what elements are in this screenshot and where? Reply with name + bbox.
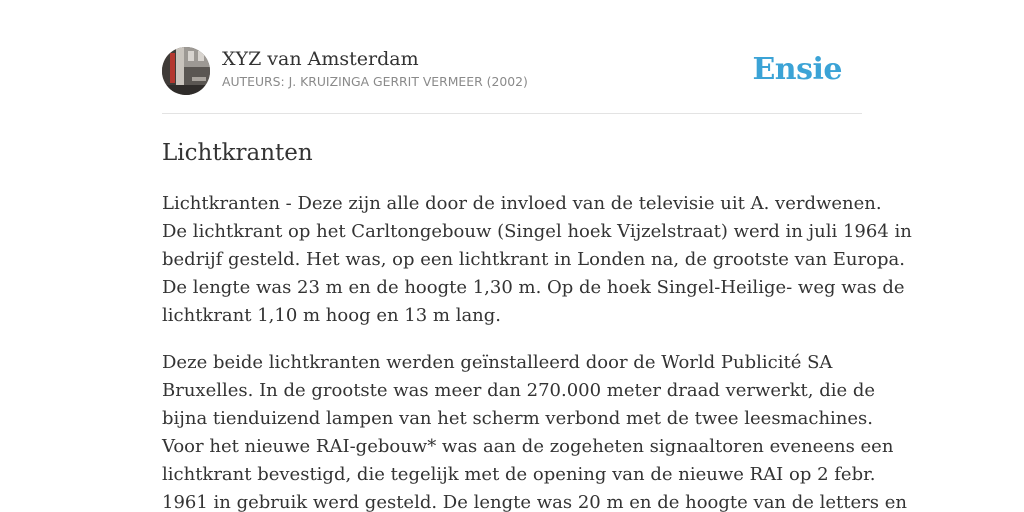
paragraph-line: lichtkrant bevestigd, die tegelijk met de opening van de nieuwe RAI op 2 febr. xyxy=(162,464,876,485)
header xyxy=(162,46,862,96)
paragraph-line: Bruxelles. In de grootste was meer dan 270.000 meter draad verwerkt, die de xyxy=(162,380,876,401)
paragraph-line: bijna tienduizend lampen van het scherm verbond met de twee leesmachines. xyxy=(162,408,873,429)
paragraph-line: De lengte was 23 m en de hoogte 1,30 m. Op de hoek Singel-Heilige- weg was de xyxy=(162,277,905,298)
entry-content xyxy=(162,190,912,512)
book-cover-thumbnail-icon xyxy=(162,47,210,95)
paragraph-line: lichtkrant 1,10 m hoog en 13 m lang. xyxy=(162,305,502,326)
entry-paragraph xyxy=(162,190,912,330)
paragraph-line: De lichtkrant op het Carltongebouw (Singel hoek Vijzelstraat) werd in juli 1964 in xyxy=(162,221,912,242)
paragraph-line: bedrijf gesteld. Het was, op een lichtkrant in Londen na, de grootste van Europa. xyxy=(162,249,905,270)
paragraph-line: 1961 in gebruik werd gesteld. De lengte was 20 m en de hoogte van de letters en xyxy=(162,492,907,512)
ensie-logo[interactable]: Ensie xyxy=(752,52,842,87)
book-title[interactable]: XYZ van Amsterdam xyxy=(222,48,419,70)
paragraph-line: Deze beide lichtkranten werden geïnstalleerd door de World Publicité SA xyxy=(162,352,833,373)
entry-title: Lichtkranten xyxy=(162,140,313,166)
page xyxy=(162,0,912,512)
paragraph-line: Voor het nieuwe RAI-gebouw* was aan de zogeheten signaaltoren eveneens een xyxy=(162,436,894,457)
entry-paragraph xyxy=(162,349,907,512)
book-cover-avatar[interactable] xyxy=(162,47,210,95)
header-divider xyxy=(162,113,862,114)
paragraph-line: Lichtkranten - Deze zijn alle door de invloed van de televisie uit A. verdwenen. xyxy=(162,193,882,214)
book-authors: AUTEURS: J. KRUIZINGA GERRIT VERMEER (2002) xyxy=(222,74,528,89)
